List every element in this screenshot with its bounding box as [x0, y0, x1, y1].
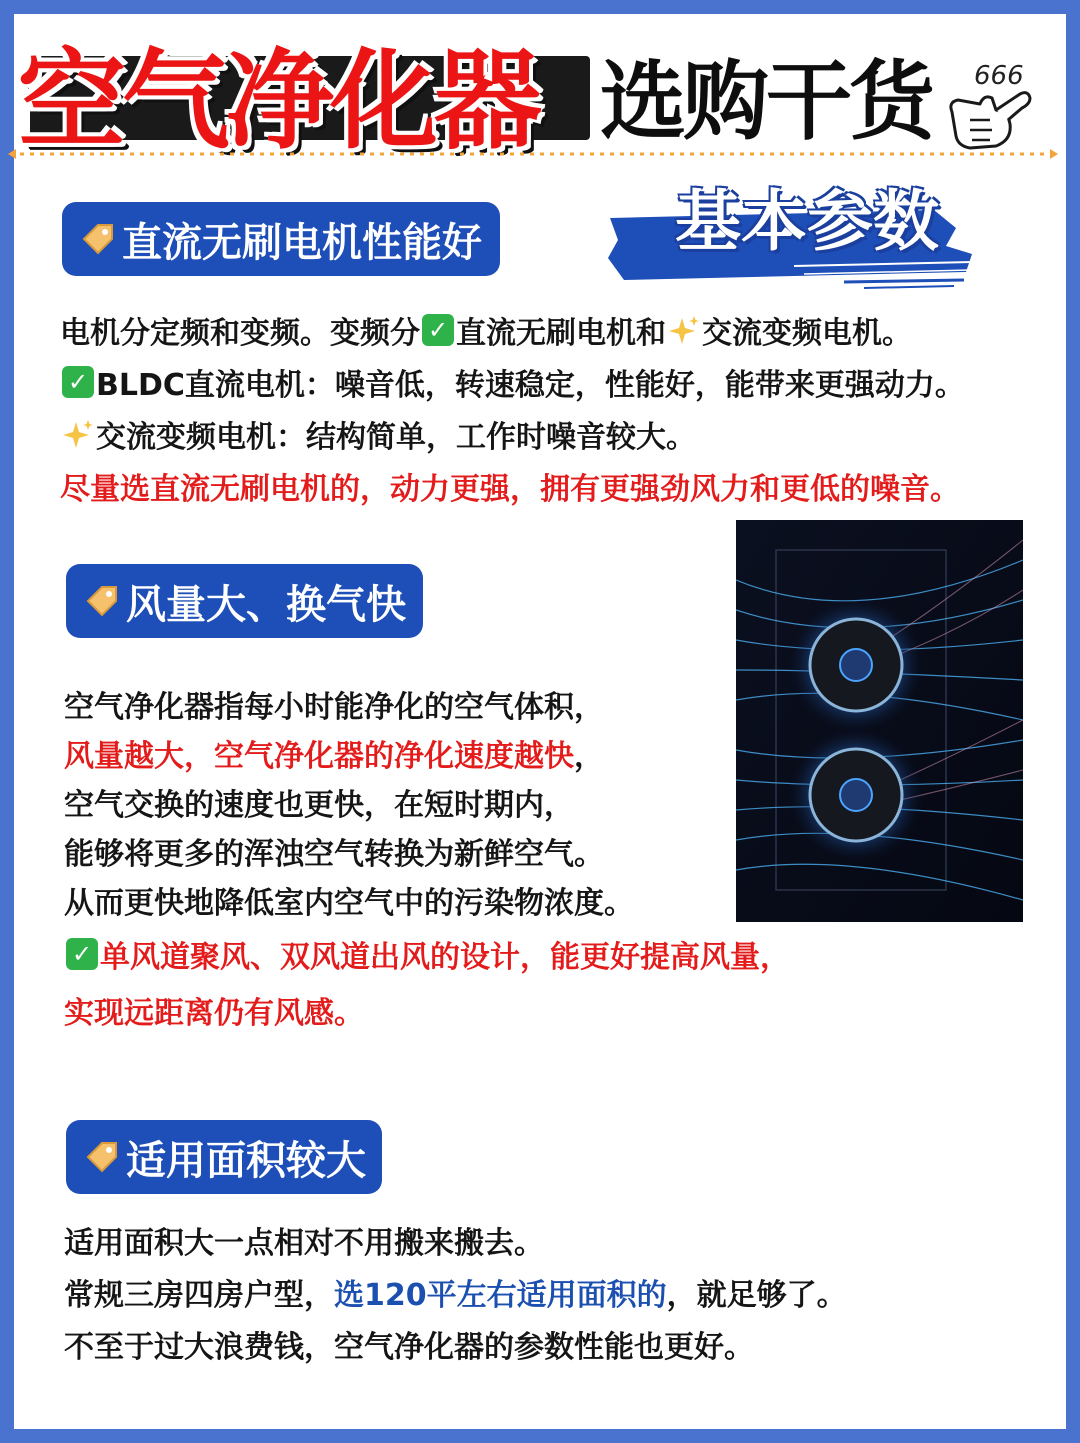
airflow-line-5: 从而更快地降低室内空气中的污染物浓度。 [64, 886, 634, 921]
text-span: 直流无刷电机和 [456, 316, 666, 351]
label-tag-icon [82, 1137, 122, 1177]
motor-line-3 [60, 412, 696, 456]
text-span: 选120平左右适用面积的 [334, 1278, 667, 1313]
area-line-1: 适用面积大一点相对不用搬来搬去。 [64, 1226, 544, 1261]
dual-fan-image [736, 520, 1023, 922]
title-highlight: 空气净化器 [18, 38, 539, 164]
title-rest: 选购干货 [600, 52, 932, 152]
airflow-line-6 [64, 932, 790, 976]
check-mark-icon: ✓ [66, 938, 98, 970]
text-span: ， [574, 739, 604, 774]
sparkles-icon [668, 314, 700, 346]
check-mark-icon: ✓ [62, 366, 94, 398]
motor-line-1 [60, 308, 912, 352]
text-span: BLDC直流电机：噪音低，转速稳定，性能好，能带来更强动力。 [96, 368, 965, 403]
motor-line-2 [60, 360, 965, 404]
section-tag-label: 直流无刷电机性能好 [122, 219, 482, 266]
svg-text:666: 666 [974, 61, 1024, 91]
airflow-line-2 [64, 731, 604, 775]
basic-params-title: 基本参数 [675, 182, 939, 260]
label-tag-icon [82, 581, 122, 621]
section-tag-label: 风量大、换气快 [126, 581, 406, 628]
airflow-line-7: 实现远距离仍有风感。 [64, 996, 364, 1031]
check-mark-icon: ✓ [422, 314, 454, 346]
dotted-divider [8, 146, 1058, 162]
area-line-3: 不至于过大浪费钱，空气净化器的参数性能也更好。 [64, 1330, 754, 1365]
text-span: 风量越大，空气净化器的净化速度越快 [64, 739, 574, 774]
section-tag-label: 适用面积较大 [126, 1137, 366, 1184]
airflow-line-4: 能够将更多的浑浊空气转换为新鲜空气。 [64, 837, 604, 872]
text-span: 电机分定频和变频。变频分 [60, 316, 420, 351]
text-span: 交流变频电机：结构简单，工作时噪音较大。 [96, 420, 696, 455]
motor-line-4: 尽量选直流无刷电机的，动力更强，拥有更强劲风力和更低的噪音。 [60, 472, 960, 507]
shaka-hand-icon [940, 54, 1040, 158]
area-line-2 [64, 1270, 847, 1314]
text-span: 交流变频电机。 [702, 316, 912, 351]
sparkles-icon [62, 418, 94, 450]
section-tag-area [66, 1120, 382, 1194]
airflow-line-1: 空气净化器指每小时能净化的空气体积， [64, 690, 604, 725]
text-span: 常规三房四房户型， [64, 1278, 334, 1313]
text-span: ，就足够了。 [666, 1278, 847, 1313]
text-span: 单风道聚风、双风道出风的设计，能更好提高风量， [100, 940, 790, 975]
label-tag-icon [78, 219, 118, 259]
section-tag-airflow [66, 564, 423, 638]
airflow-line-3: 空气交换的速度也更快，在短时期内， [64, 788, 574, 823]
section-tag-motor [62, 202, 500, 276]
